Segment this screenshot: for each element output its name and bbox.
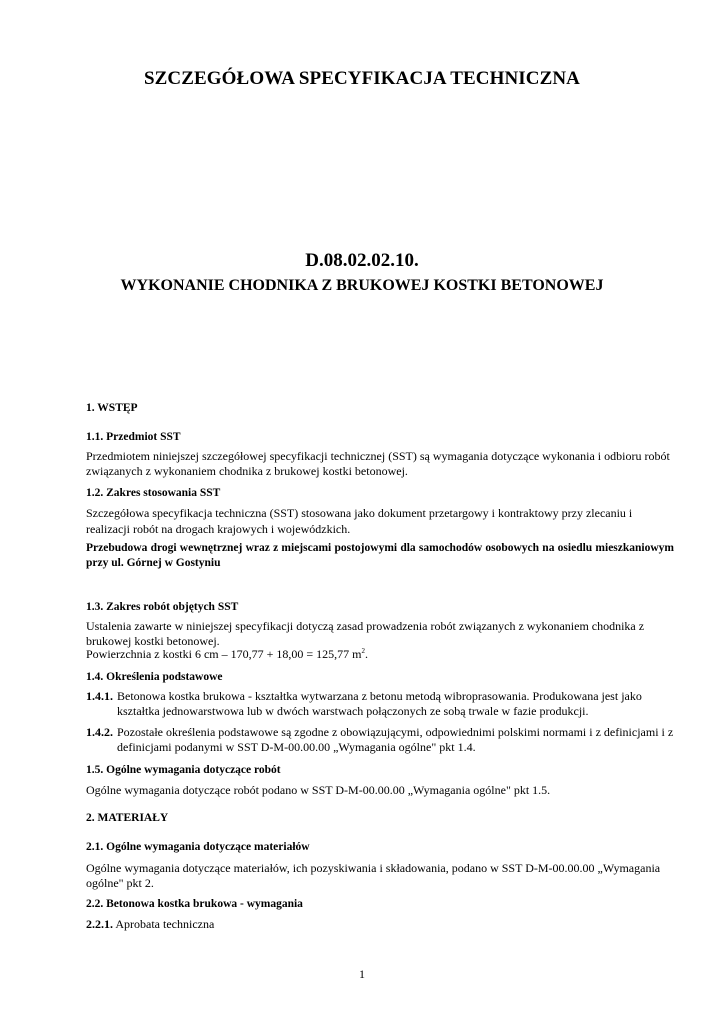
definition-1-4-1 — [86, 689, 674, 719]
definition-text: Betonowa kostka brukowa - kształtka wytwarzana z betonu metodą wibroprasowania. Produkowana jest jako kształtka jednowarstwowa lub w dwóch warstwach połączonych ze sobą trwale w fazie produkcji. — [117, 689, 642, 718]
section-1-5-text: Ogólne wymagania dotyczące robót podano w SST D-M-00.00.00 „Wymagania ogólne" pkt 1.5. — [86, 783, 551, 797]
paving-area — [86, 647, 674, 662]
section-2-2-1 — [86, 917, 674, 932]
document-title: SZCZEGÓŁOWA SPECYFIKACJA TECHNICZNA — [143, 68, 581, 89]
section-1-heading: 1. WSTĘP — [86, 402, 138, 414]
area-unit-exponent: 2 — [361, 647, 366, 655]
subsection-text: Aprobata techniczna — [115, 917, 215, 931]
section-2-2-heading: 2.2. Betonowa kostka brukowa - wymagania — [86, 898, 303, 910]
spec-code: D.08.02.02.10. — [305, 250, 419, 271]
section-1-1-text: Przedmiotem niniejszej szczegółowej specyfikacji technicznej (SST) są wymagania dotyczące wykonania i odbioru robót związanych z wykonaniem chodnika z brukowej kostki betonowej. — [86, 449, 670, 478]
section-1-2-text: Szczegółowa specyfikacja techniczna (SST) stosowana jako dokument przetargowy i kontraktowy przy zlecaniu i realizacji robót na drogach krajowych i wojewódzkich. — [86, 506, 633, 536]
spec-subtitle: WYKONANIE CHODNIKA Z BRUKOWEJ KOSTKI BETONOWEJ — [120, 277, 604, 294]
subsection-number: 2.2.1. — [86, 917, 113, 931]
section-1-3-heading: 1.3. Zakres robót objętych SST — [86, 601, 239, 613]
section-1-5-heading: 1.5. Ogólne wymagania dotyczące robót — [86, 764, 281, 776]
section-2-1-text: Ogólne wymagania dotyczące materiałów, ich pozyskiwania i składowania, podano w SST D-M-00.00.00 „Wymagania ogólne" pkt 2. — [86, 861, 661, 890]
definition-number: 1.4.2. — [86, 725, 113, 739]
definition-1-4-2 — [86, 725, 674, 755]
section-1-1-heading: 1.1. Przedmiot SST — [86, 431, 181, 443]
section-2-1-heading: 2.1. Ogólne wymagania dotyczące materiałów — [86, 841, 310, 853]
definition-number: 1.4.1. — [86, 689, 113, 703]
section-1-4-heading: 1.4. Określenia podstawowe — [86, 671, 223, 683]
section-1-3-text: Ustalenia zawarte w niniejszej specyfikacji dotyczą zasad prowadzenia robót związanych z wykonaniem chodnika z brukowej kostki betonowej. — [86, 619, 645, 648]
definition-text: Pozostałe określenia podstawowe są zgodne z obowiązującymi, odpowiednimi polskimi normami i z definicjami i z definicjami podanymi w SST D-M-00.00.00 „Wymagania ogólne" pkt 1.4. — [117, 725, 674, 754]
paving-area-text: Powierzchnia z kostki 6 cm – 170,77 + 18,00 = 125,77 m — [86, 647, 362, 661]
page-number: 1 — [359, 967, 365, 981]
paving-area-end: . — [365, 647, 369, 661]
section-1-2-heading: 1.2. Zakres stosowania SST — [86, 487, 221, 499]
section-2-heading: 2. MATERIAŁY — [86, 812, 169, 824]
project-name: Przebudowa drogi wewnętrznej wraz z miejscami postojowymi dla samochodów osobowych na osiedlu mieszkaniowym przy ul. Górnej w Gostyniu — [86, 542, 674, 569]
